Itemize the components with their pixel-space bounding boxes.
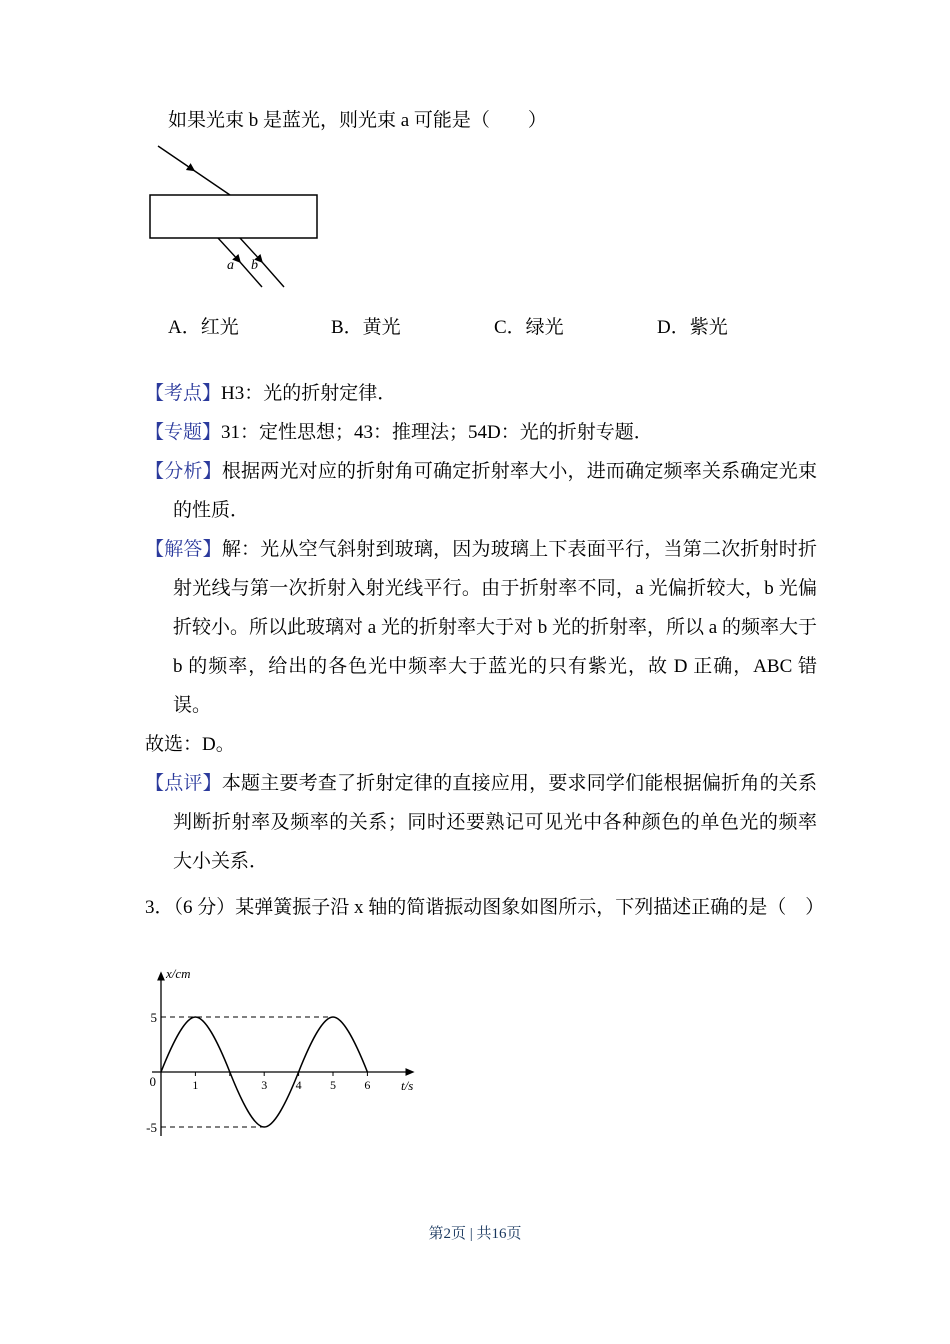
jieda-tag: 【解答】 bbox=[145, 539, 222, 560]
option-a: A．红光 bbox=[168, 317, 239, 338]
ray-b-label: b bbox=[251, 258, 258, 273]
section-kaodian bbox=[145, 374, 817, 413]
kaodian-tag: 【考点】 bbox=[145, 383, 222, 404]
fenxi-tag: 【分析】 bbox=[145, 461, 222, 482]
section-dianping bbox=[145, 764, 817, 881]
dianping-text: 本题主要考查了折射定律的直接应用，要求同学们能根据偏折角的关系判断折射率及频率的关系；同时还要熟记可见光中各种颜色的单色光的频率大小关系． bbox=[173, 773, 817, 872]
kaodian-text: H3：光的折射定律． bbox=[221, 383, 397, 404]
origin-label: 0 bbox=[149, 1074, 156, 1089]
tick-label-4: 4 bbox=[295, 1078, 302, 1092]
page-footer: 第2页 | 共16页 bbox=[428, 1226, 522, 1242]
tick-label-5: 5 bbox=[330, 1078, 336, 1092]
fenxi-text: 根据两光对应的折射角可确定折射率大小，进而确定频率关系确定光束的性质． bbox=[173, 461, 817, 521]
question3-prompt: 3．（6 分）某弹簧振子沿 x 轴的简谐振动图象如图所示，下列描述正确的是（ ） bbox=[145, 897, 825, 918]
y-axis-label: x/cm bbox=[166, 966, 191, 981]
ray-a-label: a bbox=[227, 258, 234, 273]
zhuanti-text: 31：定性思想；43：推理法；54D：光的折射专题． bbox=[221, 422, 653, 443]
y-min-label: -5 bbox=[146, 1120, 157, 1135]
tick-label-3: 3 bbox=[261, 1078, 268, 1092]
tick-label-6: 6 bbox=[364, 1078, 371, 1092]
option-b: B．黄光 bbox=[331, 317, 401, 338]
x-axis-label: t/s bbox=[401, 1078, 414, 1093]
section-zhuanti bbox=[145, 413, 817, 452]
tick-label-1: 1 bbox=[192, 1078, 199, 1092]
glass-slab-figure bbox=[148, 142, 378, 302]
question2-prompt: 如果光束 b 是蓝光，则光束 a 可能是（ ） bbox=[168, 110, 547, 131]
y-max-label: 5 bbox=[150, 1010, 157, 1025]
answer-options bbox=[168, 312, 868, 339]
glass-slab bbox=[150, 195, 317, 238]
section-fenxi bbox=[145, 452, 817, 530]
option-d: D．紫光 bbox=[657, 317, 728, 338]
section-jieda bbox=[145, 530, 817, 725]
dianping-tag: 【点评】 bbox=[145, 773, 222, 794]
refracted-ray-b bbox=[240, 238, 284, 287]
oscillation-graph-figure bbox=[146, 964, 436, 1159]
zhuanti-tag: 【专题】 bbox=[145, 422, 222, 443]
jieda-text: 解：光从空气斜射到玻璃，因为玻璃上下表面平行，当第二次折射时折射光线与第一次折射入射光线平行。由于折射率不同，a 光偏折较大，b 光偏折较小。所以此玻璃对 a 光的折射率大于对 b 光的折射率，所以 a 的频率大于 b 的频率，给出的各色光中频率大于蓝光的只有紫光，故 D 正确，ABC 错误。 bbox=[173, 539, 817, 716]
solution-body bbox=[145, 374, 817, 881]
answer-line: 故选：D。 bbox=[145, 734, 235, 755]
incident-ray bbox=[158, 146, 230, 195]
option-c: C．绿光 bbox=[494, 317, 564, 338]
